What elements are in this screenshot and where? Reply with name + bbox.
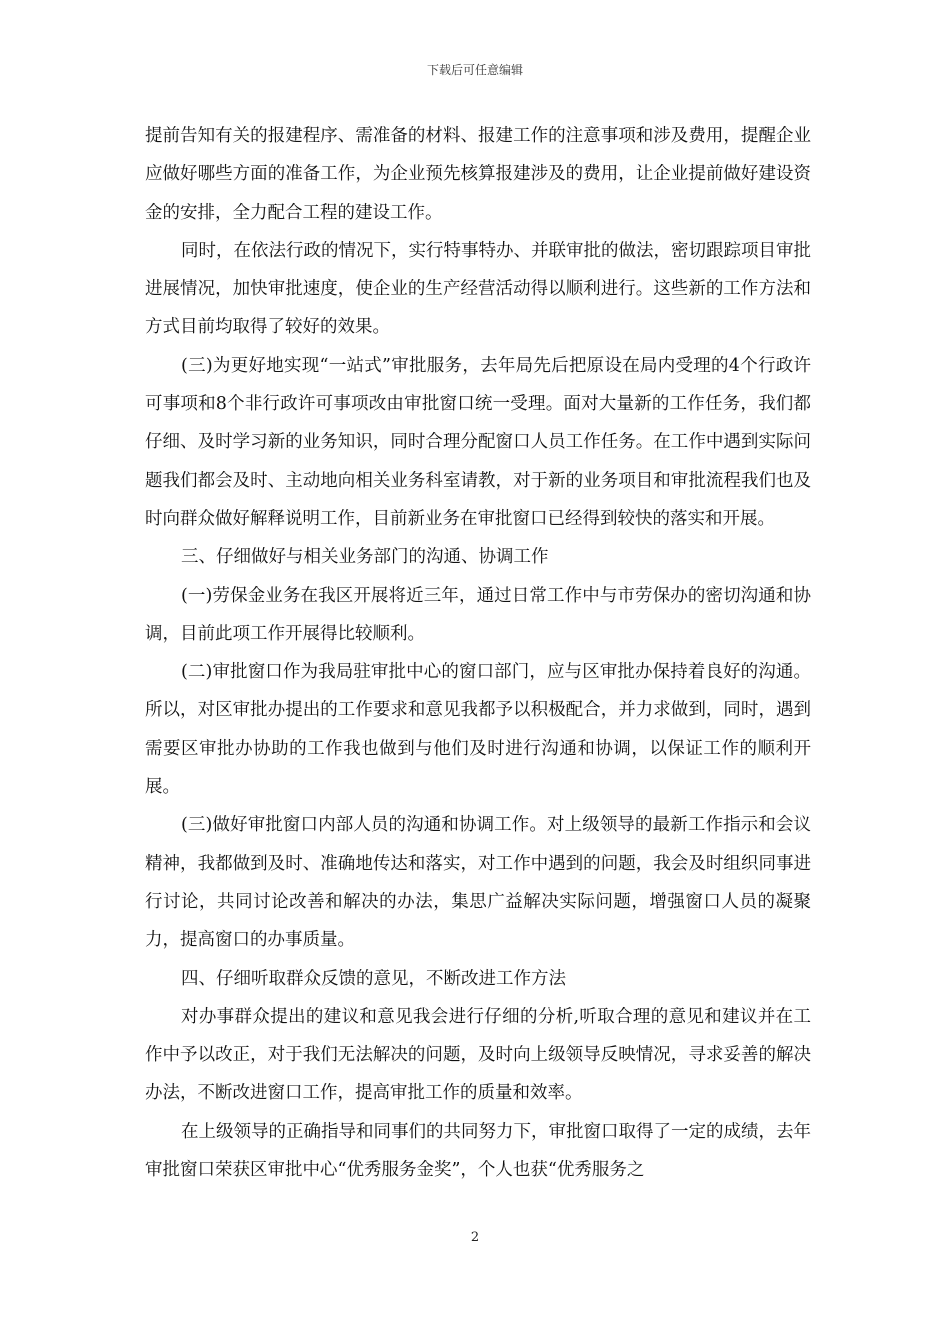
paragraph-9: 对办事群众提出的建议和意见我会进行仔细的分析,听取合理的意见和建议并在工作中予以改正，对于我们无法解决的问题，及时向上级领导反映情况，寻求妥善的解决办法，不断改进窗口工作，提高审批工作的质量和效率。 <box>145 1006 811 1104</box>
paragraph-10: 在上级领导的正确指导和同事们的共同努力下，审批窗口取得了一定的成绩，去年审批窗口荣获区审批中心“优秀服务金奖”，个人也获“优秀服务之 <box>145 1121 811 1181</box>
document-body <box>145 117 811 1189</box>
section-heading-4: 四、仔细听取群众反馈的意见，不断改进工作方法 <box>181 968 566 989</box>
paragraph-1: 提前告知有关的报建程序、需准备的材料、报建工作的注意事项和涉及费用，提醒企业应做好哪些方面的准备工作，为企业预先核算报建涉及的费用，让企业提前做好建设资金的安排，全力配合工程的建设工作。 <box>145 126 811 223</box>
page-header: 下载后可任意编辑 <box>426 63 523 77</box>
paragraph-3: (三)为更好地实现“一站式”审批服务，去年局先后把原设在局内受理的4个行政许可事项和8个非行政许可事项改由审批窗口统一受理。面对大量新的工作任务，我们都仔细、及时学习新的业务知识，同时合理分配窗口人员工作任务。在工作中遇到实际问题我们都会及时、主动地向相关业务科室请教，对于新的业务项目和审批流程我们也及时向群众做好解释说明工作，目前新业务在审批窗口已经得到较快的落实和开展。 <box>145 355 811 529</box>
section-heading-3: 三、仔细做好与相关业务部门的沟通、协调工作 <box>181 547 549 568</box>
paragraph-6: (二)审批窗口作为我局驻审批中心的窗口部门，应与区审批办保持着良好的沟通。所以，对区审批办提出的工作要求和意见我都予以积极配合，并力求做到，同时，遇到需要区审批办协助的工作我也做到与他们及时进行沟通和协调，以保证工作的顺利开展。 <box>145 662 811 798</box>
paragraph-5: (一)劳保金业务在我区开展将近三年，通过日常工作中与市劳保办的密切沟通和协调，目前此项工作开展得比较顺利。 <box>145 585 811 644</box>
page-number: 2 <box>470 1230 480 1245</box>
paragraph-2: 同时，在依法行政的情况下，实行特事特办、并联审批的做法，密切跟踪项目审批进展情况，加快审批速度，使企业的生产经营活动得以顺利进行。这些新的工作方法和方式目前均取得了较好的效果。 <box>145 240 811 338</box>
paragraph-7: (三)做好审批窗口内部人员的沟通和协调工作。对上级领导的最新工作指示和会议精神，我都做到及时、准确地传达和落实，对工作中遇到的问题，我会及时组织同事进行讨论，共同讨论改善和解决的办法，集思广益解决实际问题，增强窗口人员的凝聚力，提高窗口的办事质量。 <box>145 815 811 951</box>
